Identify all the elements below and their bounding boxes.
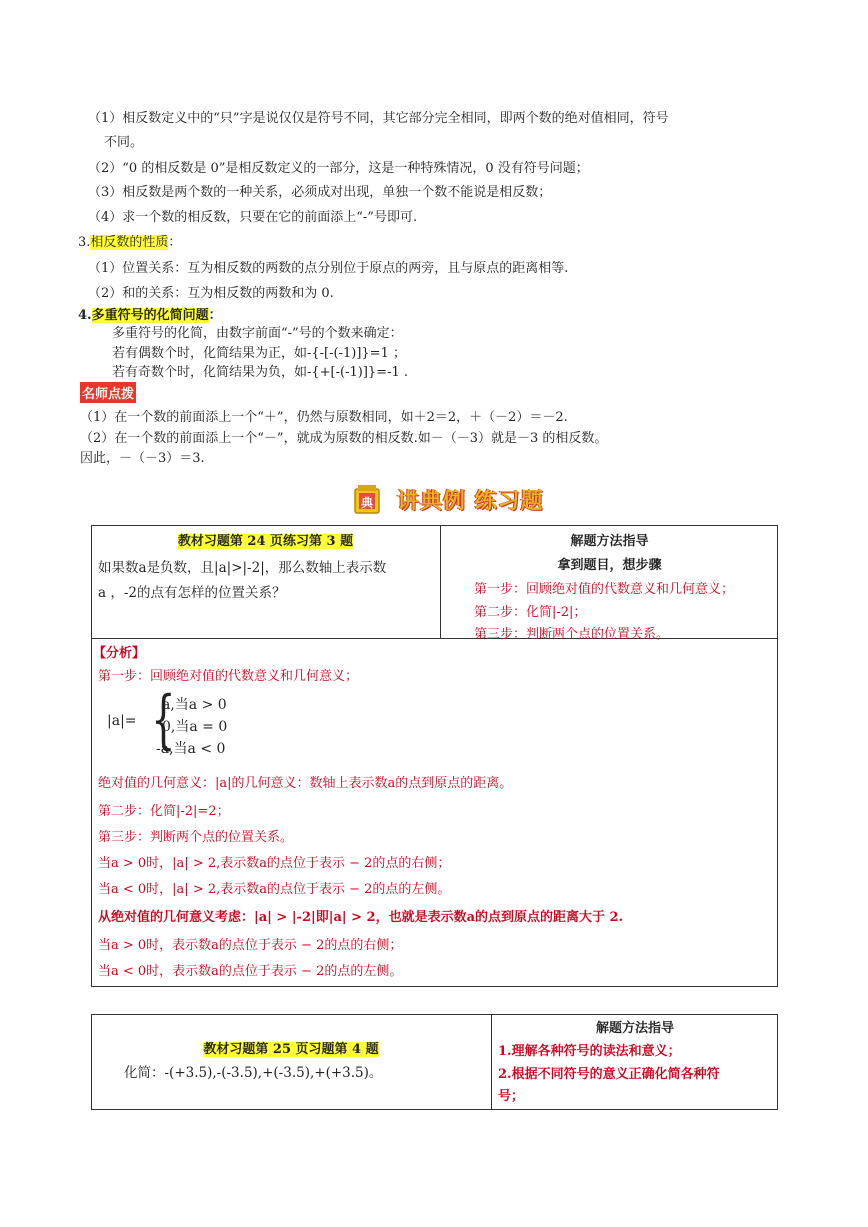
piecewise-case-1: a,当a > 0 [162, 697, 227, 713]
piecewise-brace: { [151, 683, 176, 757]
problem-1-question-line-2: a ，-2的点有怎样的位置关系？ [98, 585, 286, 601]
section-3-heading [78, 231, 181, 250]
case-positive: 当a > 0时，|a| > 2,表示数a的点位于表示 − 2的点的右侧； [98, 856, 451, 871]
result-negative: 当a < 0时，表示数a的点位于表示 − 2的点的左侧。 [98, 964, 403, 979]
problem-1-guide-title: 解题方法指导 [570, 534, 649, 549]
problem-2-heading-wrap [91, 1038, 491, 1057]
conclusion: 从绝对值的几何意义考虑：|a| > |-2|即|a| > 2，也就是表示数a的点到原点的距离大于 2. [98, 910, 624, 925]
section-4-colon: ： [208, 308, 222, 323]
problem-1-guide-step-1: 第一步：回顾绝对值的代数意义和几何意义； [474, 582, 735, 597]
problem-1-row-divider [91, 638, 778, 639]
section-4-line-2: 若有偶数个时，化简结果为正，如-{-[-(-1)]}=1 ； [112, 346, 406, 361]
section-3-title: 相反数的性质 [90, 235, 169, 250]
book-icon [352, 483, 382, 515]
analysis-step-2: 第二步：化简|-2|=2； [98, 804, 230, 819]
result-positive: 当a > 0时，表示数a的点位于表示 − 2的点的右侧； [98, 938, 403, 953]
section-4-number: 4. [78, 308, 92, 323]
tip-1: （1）在一个数的前面添上一个“＋”，仍然与原数相同，如＋2＝2，＋（－2）＝－2. [80, 410, 568, 425]
piecewise-case-3: -a,当a < 0 [156, 741, 226, 757]
section-4-line-1: 多重符号的化简，由数字前面“-”号的个数来确定： [112, 326, 403, 341]
note-3: （3）相反数是两个数的一种关系，必须成对出现，单独一个数不能说是相反数； [88, 185, 552, 200]
note-2: （2）“0 的相反数是 0”是相反数定义的一部分，这是一种特殊情况，0 没有符号问题； [88, 161, 589, 176]
note-1-line-2: 不同。 [104, 135, 144, 150]
problem-2-question: 化简：-(+3.5),-(-3.5),+(-3.5),+(+3.5)。 [124, 1065, 383, 1081]
abs-value-lhs: |a|= [107, 713, 137, 729]
problem-1-guide-subtitle: 拿到题目，想步骤 [557, 558, 662, 573]
analysis-step-1: 第一步：回顾绝对值的代数意义和几何意义； [98, 669, 359, 684]
problem-2-heading: 教材习题第 25 页习题第 4 题 [203, 1042, 379, 1057]
piecewise-case-2: 0,当a = 0 [162, 719, 228, 735]
geometric-meaning: 绝对值的几何意义：|a|的几何意义：数轴上表示数a的点到原点的距离。 [98, 776, 513, 791]
problem-1-guide-step-3: 第三步：判断两个点的位置关系。 [474, 627, 670, 642]
problem-2-guide-title: 解题方法指导 [595, 1021, 674, 1036]
problem-2-guide-2-line-2: 号； [498, 1089, 525, 1104]
analysis-step-3: 第三步：判断两个点的位置关系。 [98, 830, 294, 845]
problem-1-heading: 教材习题第 24 页练习第 3 题 [177, 534, 354, 549]
section-3-number: 3. [78, 235, 91, 250]
section-4-line-3: 若有奇数个时，化简结果为负，如-{+[-(-1)]}=-1 . [112, 365, 408, 380]
tips-badge: 名师点拨 [80, 382, 136, 403]
problem-1-heading-wrap [91, 530, 440, 549]
analysis-label: 【分析】 [93, 646, 146, 661]
section-3-colon: ： [168, 235, 182, 250]
note-4: （4）求一个数的相反数，只要在它的前面添上“-”号即可. [88, 210, 418, 225]
problem-2-guide-1: 1.理解各种符号的读法和意义； [498, 1044, 681, 1059]
problem-2-guide-2-line-1: 2.根据不同符号的意义正确化简各种符 [498, 1067, 720, 1082]
book-icon-char: 典 [361, 496, 374, 510]
problem-1-question-line-1: 如果数a是负数，且|a|>|-2|，那么数轴上表示数 [98, 560, 387, 576]
section-3-point-1: （1）位置关系：互为相反数的两数的点分别位于原点的两旁，且与原点的距离相等. [88, 261, 569, 276]
problem-1-guide-step-2: 第二步：化简|-2|； [474, 605, 587, 620]
tip-3: 因此，－（－3）＝3. [80, 451, 205, 466]
section-3-point-2: （2）和的关系：互为相反数的两数和为 0. [88, 286, 334, 301]
tip-2: （2）在一个数的前面添上一个“－”，就成为原数的相反数.如－（－3）就是－3 的相反数。 [80, 431, 608, 446]
section-4-heading [78, 304, 222, 323]
section-4-title: 多重符号的化简问题 [91, 308, 209, 323]
note-1-line-1: （1）相反数定义中的“只”字是说仅仅是符号不同，其它部分完全相同，即两个数的绝对值相同，符号 [88, 111, 669, 126]
case-negative: 当a < 0时，|a| > 2,表示数a的点位于表示 − 2的点的左侧。 [98, 882, 451, 897]
banner-title: 讲典例 练习题 [397, 489, 544, 514]
